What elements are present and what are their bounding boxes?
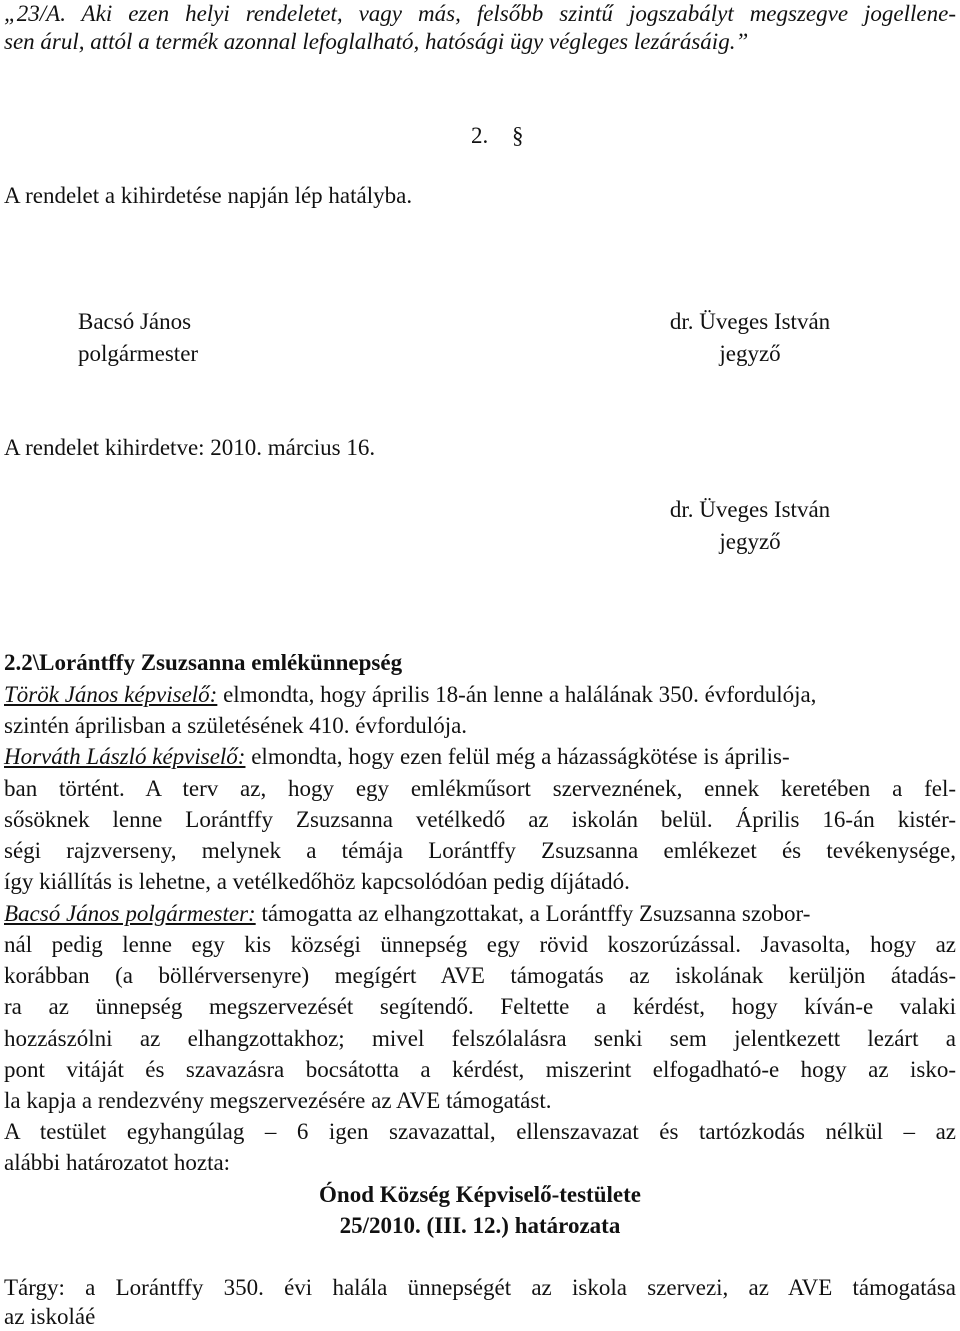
resolution-body: Ónod Község Képviselő-testülete bbox=[319, 1182, 641, 1207]
speaker-text-line: ra az ünnepség megszervezését segítendő. Feltette a kérdést, hogy kíván-e valaki bbox=[4, 994, 956, 1019]
speaker-text-line: így kiállítás is lehetne, a vetélkedőhöz kapcsolódóan pedig díjátadó. bbox=[4, 869, 630, 894]
speaker-text-line: la kapja a rendezvény megszervezésére az AVE támogatást. bbox=[4, 1088, 552, 1113]
speaker-text: támogatta az elhangzottakat, a Lorántffy Zsuzsanna szobor- bbox=[261, 901, 811, 926]
subject-line: az iskoláé bbox=[4, 1304, 96, 1329]
ordinance-quote-line: sen árul, attól a termék azonnal lefoglalható, hatósági ügy végleges lezárásáig.” bbox=[4, 29, 749, 54]
vote-statement-line: alábbi határozatot hozta: bbox=[4, 1150, 231, 1175]
promulgation-text: A rendelet kihirdetve: 2010. március 16. bbox=[4, 435, 376, 460]
speaker-line bbox=[4, 743, 790, 771]
notary-title: jegyző bbox=[719, 341, 781, 366]
mayor-name: Bacsó János bbox=[78, 309, 192, 334]
speaker-text-line: nál pedig lenne egy kis községi ünnepség egy rövid koszorúzással. Javasolta, hogy az bbox=[4, 932, 956, 957]
effect-statement: A rendelet a kihirdetése napján lép hatályba. bbox=[4, 183, 413, 208]
agenda-heading: 2.2\Lorántffy Zsuzsanna emlékünnepség bbox=[4, 650, 403, 675]
speaker-text-line: sősöknek lenne Lorántffy Zsuzsanna vetélkedő az iskolán belül. Április 16-án kistér- bbox=[4, 807, 956, 832]
speaker-text-line: pont vitáját és szavazásra bocsátotta a kérdést, miszerint elfogadható-e hogy az isko- bbox=[4, 1057, 956, 1082]
section-number-text: 2. bbox=[471, 123, 489, 148]
ordinance-quote-line: „23/A. Aki ezen helyi rendeletet, vagy más, felsőbb szintű jogszabályt megszegve jogellene- bbox=[4, 1, 956, 26]
section-number bbox=[471, 122, 524, 150]
speaker-text: elmondta, hogy április 18-án lenne a halálának 350. évfordulója, bbox=[223, 682, 817, 707]
section-sign: § bbox=[512, 123, 524, 148]
promulgation-notary-title: jegyző bbox=[719, 529, 781, 554]
resolution-number: 25/2010. (III. 12.) határozata bbox=[339, 1213, 621, 1238]
vote-statement-line: A testület egyhangúlag – 6 igen szavazattal, ellenszavazat és tartózkodás nélkül – az bbox=[4, 1119, 956, 1144]
speaker-text-line: ban történt. A terv az, hogy egy emlékműsort szerveznének, ennek keretében a fel- bbox=[4, 776, 956, 801]
subject-line: Tárgy: a Lorántffy 350. évi halála ünnepségét az iskola szervezi, az AVE támogatása bbox=[4, 1275, 956, 1300]
mayor-title: polgármester bbox=[78, 341, 199, 366]
speaker-line bbox=[4, 681, 816, 709]
speaker-text: elmondta, hogy ezen felül még a házasságkötése is április- bbox=[251, 744, 790, 769]
speaker-name: Török János képviselő: bbox=[4, 682, 218, 707]
speaker-text-line: ségi rajzverseny, melynek a témája Lorántffy Zsuzsanna emlékezet és tevékenysége, bbox=[4, 838, 956, 863]
speaker-name: Bacsó János polgármester: bbox=[4, 901, 256, 926]
speaker-text-line: hozzászólni az elhangzottakhoz; mivel felszólalásra senki sem jelentkezett lezárt a bbox=[4, 1026, 956, 1051]
speaker-name: Horváth László képviselő: bbox=[4, 744, 246, 769]
speaker-text-line: korábban (a böllérversenyre) megígért AVE támogatás az iskolának kerüljön átadás- bbox=[4, 963, 956, 988]
notary-name: dr. Üveges István bbox=[669, 309, 831, 334]
speaker-line bbox=[4, 900, 810, 928]
speaker-text-line: szintén áprilisban a születésének 410. évfordulója. bbox=[4, 713, 468, 738]
promulgation-notary-name: dr. Üveges István bbox=[669, 497, 831, 522]
